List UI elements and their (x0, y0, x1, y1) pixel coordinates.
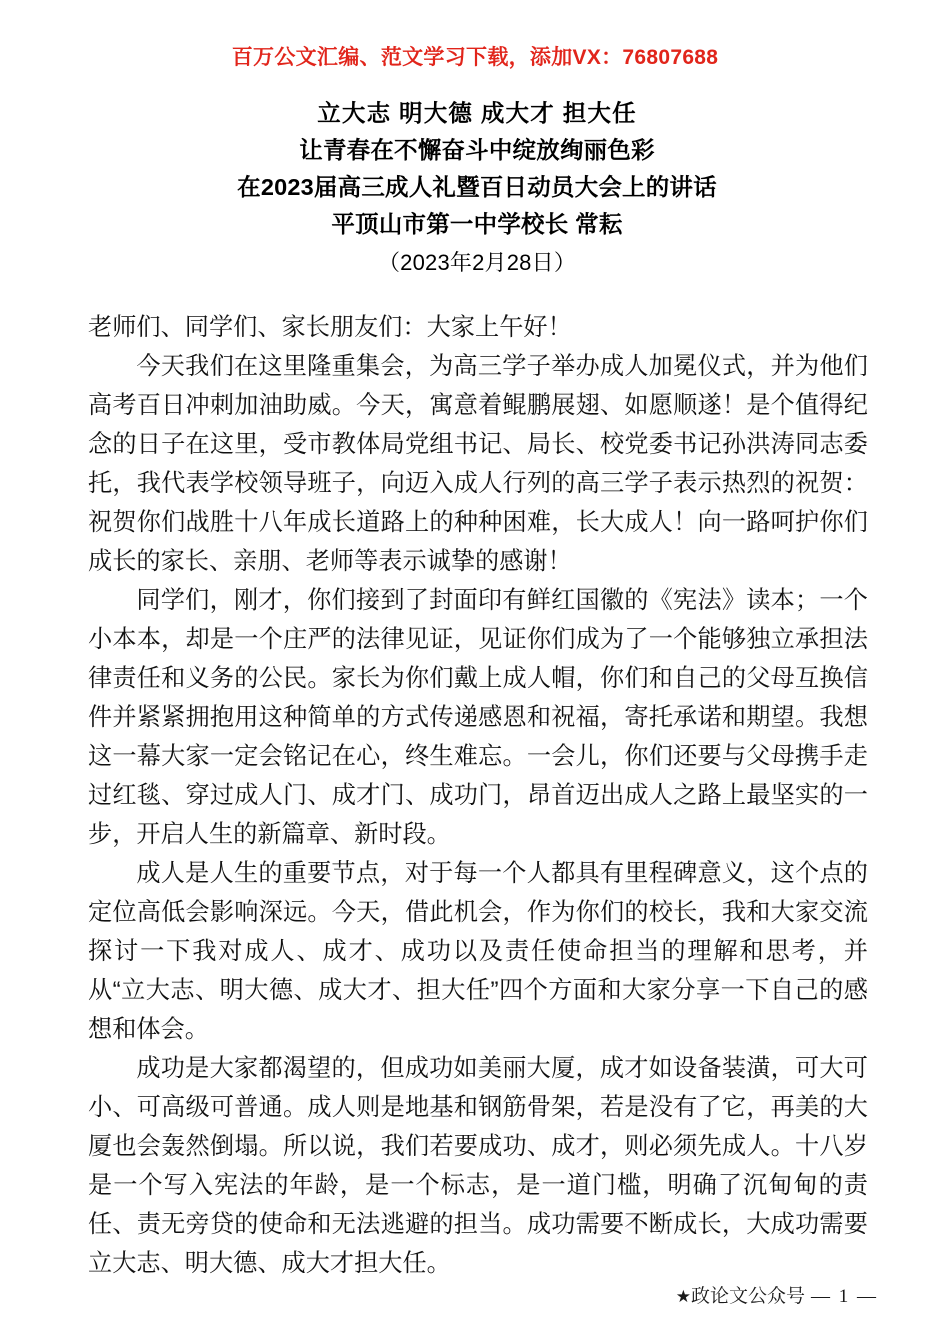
title-line-2: 让青春在不懈奋斗中绽放绚丽色彩 (299, 137, 655, 163)
page-footer (0, 1284, 950, 1310)
title-line-1: 立大志 明大德 成大才 担大任 (317, 100, 637, 126)
title-date: （2023年2月28日） (377, 250, 577, 275)
document-body (88, 308, 868, 1283)
paragraph: 今天我们在这里隆重集会，为高三学子举办成人加冕仪式，并为他们高考百日冲刺加油助威。今天，寓意着鲲鹏展翅、如愿顺遂！是个值得纪念的日子在这里，受市教体局党组书记、局长、校党委书记孙洪涛同志委托，我代表学校领导班子，向迈入成人行列的高三学子表示热烈的祝贺：祝贺你们战胜十八年成长道路上的种种困难，长大成人！向一路呵护你们成长的家长、亲朋、老师等表示诚挚的感谢！ (88, 353, 868, 575)
paragraph: 老师们、同学们、家长朋友们：大家上午好！ (88, 314, 572, 341)
title-line-3: 在2023届高三成人礼暨百日动员大会上的讲话 (237, 174, 717, 200)
document-title-block (88, 95, 866, 283)
footer-label: 政论文公众号 (690, 1286, 805, 1307)
star-icon: ★ (675, 1287, 691, 1306)
paragraph: 成功是大家都渴望的，但成功如美丽大厦，成才如设备装潢，可大可小、可高级可普通。成人则是地基和钢筋骨架，若是没有了它，再美的大厦也会轰然倒塌。所以说，我们若要成功、成才，则必须先成人。十八岁是一个写入宪法的年龄，是一个标志，是一道门槛，明确了沉甸甸的责任、责无旁贷的使命和无法逃避的担当。成功需要不断成长，大成功需要立大志、明大德、成大才担大任。 (88, 1055, 868, 1277)
promo-banner: 百万公文汇编、范文学习下载，添加VX：76807688 (231, 46, 719, 69)
title-byline: 平顶山市第一中学校长 常耘 (331, 211, 623, 237)
page-number: — 1 — (811, 1286, 878, 1307)
paragraph: 同学们，刚才，你们接到了封面印有鲜红国徽的《宪法》读本；一个小本本，却是一个庄严的法律见证，见证你们成为了一个能够独立承担法律责任和义务的公民。家长为你们戴上成人帽，你们和自己的父母互换信件并紧紧拥抱用这种简单的方式传递感恩和祝福，寄托承诺和期望。我想这一幕大家一定会铭记在心，终生难忘。一会儿，你们还要与父母携手走过红毯、穿过成人门、成才门、成功门，昂首迈出成人之路上最坚实的一步，开启人生的新篇章、新时段。 (88, 587, 868, 848)
paragraph: 成人是人生的重要节点，对于每一个人都具有里程碑意义，这个点的定位高低会影响深远。今天，借此机会，作为你们的校长，我和大家交流探讨一下我对成人、成才、成功以及责任使命担当的理解和思考，并从“立大志、明大德、成大才、担大任”四个方面和大家分享一下自己的感想和体会。 (88, 860, 868, 1043)
